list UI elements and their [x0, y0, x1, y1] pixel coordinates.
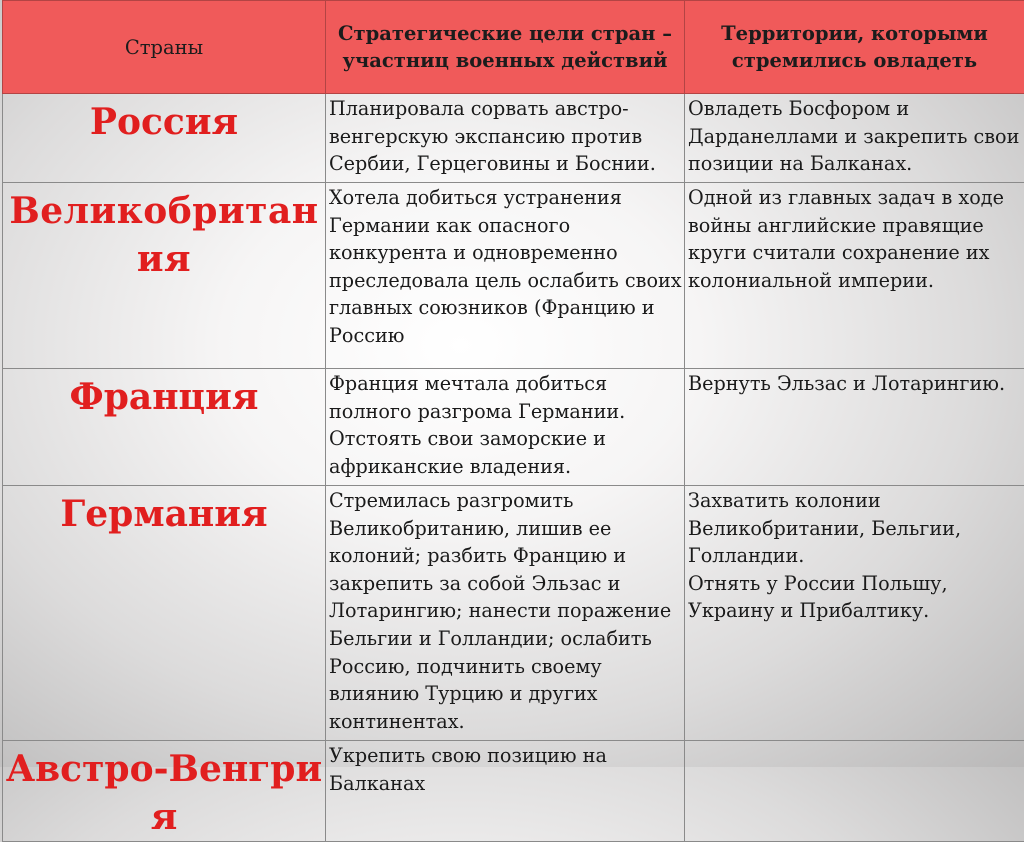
country-cell: Германия — [3, 486, 326, 741]
table-row — [3, 741, 1024, 842]
country-cell: Россия — [3, 94, 326, 183]
territories-cell — [685, 486, 1024, 741]
header-goals: Стратегические цели стран – участниц военных действий — [326, 1, 685, 94]
territories-cell: Овладеть Босфором и Дарданеллами и закрепить свои позиции на Балканах. — [685, 94, 1024, 183]
territories-cell: Вернуть Эльзас и Лотарингию. — [685, 369, 1024, 486]
header-territories: Территории, которыми стремились овладеть — [685, 1, 1024, 94]
country-cell: Австро-Венгрия — [3, 741, 326, 842]
header-row — [3, 1, 1024, 94]
table-row — [3, 94, 1024, 183]
country-cell: Великобритания — [3, 183, 326, 369]
table-row — [3, 369, 1024, 486]
territories-line: Захватить колонии Великобритании, Бельгии, Голландии. — [688, 487, 1022, 570]
goals-cell: Франция мечтала добиться полного разгрома Германии. Отстоять свои заморские и африканские владения. — [326, 369, 685, 486]
territories-line: Отнять у России Польшу, Украину и Прибалтику. — [688, 570, 1022, 625]
goals-table — [2, 0, 1024, 842]
table-row — [3, 486, 1024, 741]
header-countries: Страны — [3, 1, 326, 94]
table-row — [3, 183, 1024, 369]
territories-cell: Одной из главных задач в ходе войны английские правящие круги считали сохранение их колониальной империи. — [685, 183, 1024, 369]
goals-cell: Хотела добиться устранения Германии как опасного конкурента и одновременно преследовала цель ослабить своих главных союзников (Францию и Россию — [326, 183, 685, 369]
goals-cell: Укрепить свою позицию на Балканах — [326, 741, 685, 842]
territories-cell — [685, 741, 1024, 842]
goals-cell: Планировала сорвать австро-венгерскую экспансию против Сербии, Герцеговины и Боснии. — [326, 94, 685, 183]
country-cell: Франция — [3, 369, 326, 486]
goals-cell: Стремилась разгромить Великобританию, лишив ее колоний; разбить Францию и закрепить за собой Эльзас и Лотарингию; нанести поражение Бельгии и Голландии; ослабить Россию, подчинить своему влиянию Турцию и других континентах. — [326, 486, 685, 741]
